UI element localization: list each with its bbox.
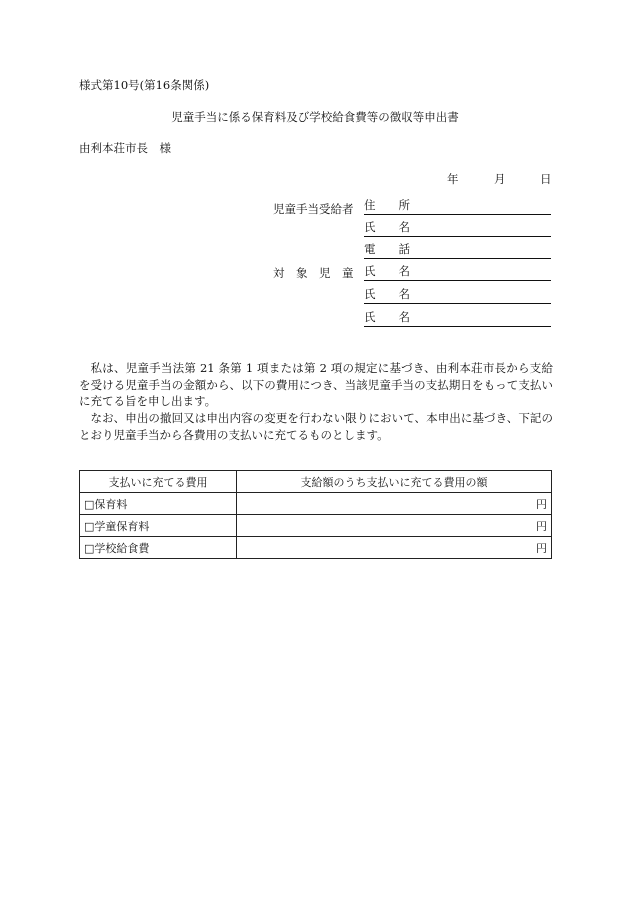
address-label: 住 所 (364, 198, 410, 212)
document-title: 児童手当に係る保育料及び学校給食費等の徴収等申出書 (171, 110, 459, 124)
table-row (80, 537, 552, 559)
body-paragraph-1: 私は、児童手当法第 21 条第 1 項または第 2 項の規定に基づき、由利本荘市長から支給を受ける児童手当の金額から、以下の費用につき、当該児童手当の支払期日をもって支払いに充てる旨を申し出ます。 (79, 361, 553, 408)
expense-item-checkbox[interactable]: □学童保育料 (80, 515, 237, 537)
addressee: 由利本荘市長 様 (79, 141, 171, 155)
date-month-label: 月 (494, 172, 506, 186)
recipient-phone-field[interactable] (364, 242, 551, 259)
children-label: 対 象 児 童 (273, 266, 354, 280)
table-header-row (80, 471, 552, 493)
recipient-label: 児童手当受給者 (273, 202, 354, 216)
expense-amount-field[interactable]: 円 (237, 515, 552, 537)
date-day-label: 日 (540, 172, 552, 186)
child-name-label: 氏 名 (364, 310, 410, 324)
name-label: 氏 名 (364, 220, 410, 234)
child-name-field-3[interactable] (364, 310, 551, 327)
child-name-label: 氏 名 (364, 264, 410, 278)
recipient-name-field[interactable] (364, 220, 551, 237)
form-number: 様式第10号(第16条関係) (79, 78, 210, 92)
table-row (80, 493, 552, 515)
expense-amount-field[interactable]: 円 (237, 537, 552, 559)
expense-amount-field[interactable]: 円 (237, 493, 552, 515)
date-year-label: 年 (447, 172, 459, 186)
recipient-address-field[interactable] (364, 198, 551, 215)
table-row (80, 515, 552, 537)
child-name-label: 氏 名 (364, 287, 410, 301)
expense-item-checkbox[interactable]: □保育料 (80, 493, 237, 515)
phone-label: 電 話 (364, 242, 410, 256)
body-paragraph-2: なお、申出の撤回又は申出内容の変更を行わない限りにおいて、本申出に基づき、下記のとおり児童手当から各費用の支払いに充てるものとします。 (79, 411, 553, 442)
child-name-field-2[interactable] (364, 287, 551, 304)
child-name-field-1[interactable] (364, 264, 551, 281)
expense-table (79, 470, 552, 559)
expense-item-checkbox[interactable]: □学校給食費 (80, 537, 237, 559)
column-header-amount: 支給額のうち支払いに充てる費用の額 (237, 471, 552, 493)
column-header-expense: 支払いに充てる費用 (80, 471, 237, 493)
